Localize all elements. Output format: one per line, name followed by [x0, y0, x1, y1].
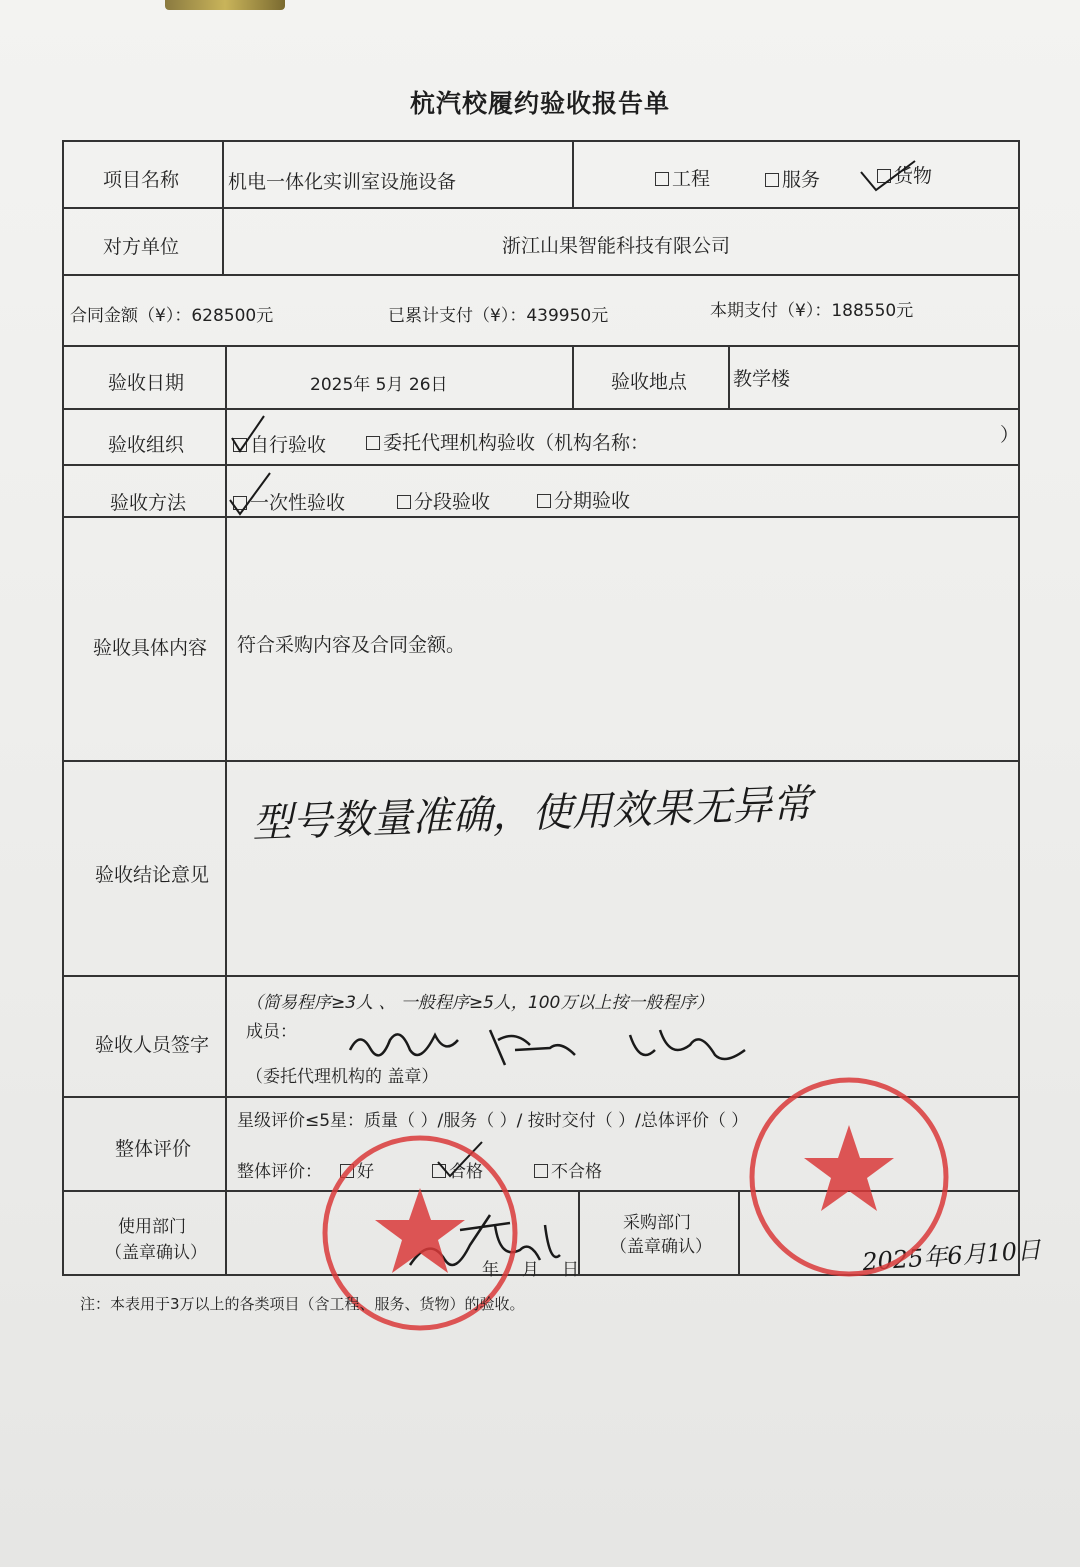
- paid-total: 已累计支付（¥）：439950元: [388, 306, 609, 326]
- user-dept-label: 使用部门: [118, 1217, 186, 1237]
- method-option-label: 分段验收: [414, 491, 491, 513]
- method-option-stage[interactable]: [397, 487, 490, 514]
- row-divider: [62, 760, 1020, 762]
- acceptance-content-value: 符合采购内容及合同金额。: [237, 634, 466, 656]
- col-divider: [222, 140, 224, 276]
- purchase-dept-label: 采购部门: [623, 1213, 691, 1233]
- checkmark-self-icon: [230, 414, 266, 454]
- row-divider: [62, 274, 1020, 276]
- checkbox-icon: [655, 172, 669, 186]
- type-option-service[interactable]: [765, 165, 820, 192]
- checkbox-icon: [534, 1164, 548, 1178]
- form-footnote: 注：本表用于3万以上的各类项目（含工程、服务、货物）的验收。: [80, 1295, 525, 1313]
- acceptance-org-label: 验收组织: [108, 434, 185, 456]
- type-option-label: 服务: [782, 169, 821, 191]
- conclusion-handwriting: 型号数量准确，使用效果无异常: [251, 781, 813, 847]
- row-divider: [62, 345, 1020, 347]
- row-divider: [62, 408, 1020, 410]
- paid-current: 本期支付（¥）：188550元: [710, 301, 914, 321]
- acceptance-method-label: 验收方法: [110, 492, 187, 514]
- method-option-label: 一次性验收: [250, 492, 346, 514]
- checkmark-goods-icon: [858, 158, 918, 194]
- overall-eval-prefix: 整体评价：: [237, 1162, 322, 1182]
- type-option-label: 工程: [672, 168, 711, 190]
- purchase-date-handwriting: 2025年6月10日: [861, 1235, 1042, 1277]
- contract-amount: 合同金额（¥）：628500元: [70, 306, 274, 326]
- row-divider: [62, 975, 1020, 977]
- checkmark-once-icon: [228, 470, 272, 518]
- signers-members-label: 成员：: [246, 1022, 297, 1042]
- acceptance-date-value: 2025年 5月 26日: [310, 375, 448, 395]
- acceptance-date-label: 验收日期: [108, 372, 185, 394]
- signers-rule: （简易程序≥3人 、 一般程序≥5人，100万以上按一般程序）: [246, 993, 714, 1013]
- user-date-month: 月: [522, 1260, 539, 1280]
- star-rating-line: 星级评价≤5星：质量（ ）/服务（ ）/ 按时交付（ ）/总体评价（ ）: [237, 1111, 749, 1131]
- evaluation-label: 整体评价: [115, 1138, 192, 1160]
- purchase-dept-confirm-label: （盖章确认）: [610, 1237, 712, 1257]
- purchase-dept-seal: [742, 1070, 957, 1285]
- user-date-day: 日: [562, 1260, 579, 1280]
- org-option-label: 自行验收: [250, 434, 327, 456]
- org-option-label: 委托代理机构验收（机构名称：: [383, 432, 650, 454]
- eval-option-label: 合格: [449, 1162, 483, 1182]
- user-date-year: 年: [482, 1260, 499, 1280]
- type-option-engineering[interactable]: [655, 164, 710, 191]
- acceptance-conclusion-label: 验收结论意见: [95, 864, 210, 886]
- checkbox-icon: [537, 494, 551, 508]
- col-divider: [738, 1190, 740, 1276]
- row-divider: [62, 464, 1020, 466]
- org-close-paren: ）: [1000, 424, 1020, 446]
- checkbox-icon: [366, 436, 380, 450]
- method-option-installment[interactable]: [537, 486, 630, 513]
- user-dept-confirm-label: （盖章确认）: [105, 1243, 207, 1263]
- eval-option-label: 好: [357, 1162, 374, 1182]
- acceptance-place-label: 验收地点: [611, 371, 688, 393]
- col-divider: [225, 345, 227, 1276]
- col-divider: [572, 140, 574, 208]
- checkbox-icon: [765, 173, 779, 187]
- eval-option-label: 不合格: [551, 1162, 602, 1182]
- method-option-label: 分期验收: [554, 490, 631, 512]
- eval-option-fail[interactable]: [534, 1157, 602, 1182]
- form-title: 杭汽校履约验收报告单: [409, 89, 670, 118]
- signers-label: 验收人员签字: [95, 1034, 210, 1056]
- row-divider: [62, 516, 1020, 518]
- col-divider: [572, 345, 574, 409]
- org-option-agency[interactable]: [366, 428, 649, 455]
- project-name-value: 机电一体化实训室设施设备: [228, 171, 457, 193]
- counterparty-label: 对方单位: [103, 236, 180, 258]
- checkbox-icon: [397, 495, 411, 509]
- type-option-label: 货物: [894, 165, 933, 187]
- acceptance-place-value: 教学楼: [733, 368, 791, 390]
- counterparty-value: 浙江山果智能科技有限公司: [502, 235, 731, 257]
- project-name-label: 项目名称: [103, 169, 180, 191]
- acceptance-content-label: 验收具体内容: [93, 637, 208, 659]
- binder-clip: [165, 0, 285, 10]
- member-signatures: [340, 1010, 770, 1075]
- signers-agency-stamp-note: （委托代理机构的 盖章）: [246, 1067, 439, 1087]
- col-divider: [728, 345, 730, 409]
- row-divider: [62, 207, 1020, 209]
